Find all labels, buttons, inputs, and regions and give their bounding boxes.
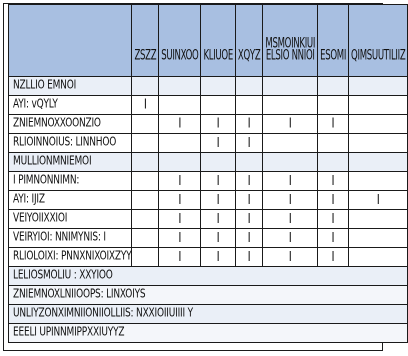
mark-value: I	[143, 96, 147, 113]
mark-cell	[235, 134, 262, 153]
mark-cell	[132, 96, 159, 115]
mark-cell	[201, 210, 235, 229]
mark-value: I	[216, 229, 220, 246]
mark-value: I	[216, 191, 220, 208]
section-title-text: MULLIONMNIEMOI	[13, 155, 92, 169]
column-header: XQYZ	[235, 5, 262, 77]
section-blank-cell	[159, 153, 201, 172]
mark-cell	[201, 229, 235, 248]
mark-cell	[132, 191, 159, 210]
section-title-text: NZLLIO EMNOI	[13, 79, 77, 93]
mark-value: I	[376, 191, 380, 208]
footer-row	[9, 286, 408, 305]
column-header: KLIUOE	[201, 5, 235, 77]
section-blank-cell	[263, 77, 318, 96]
mark-cell	[132, 134, 159, 153]
mark-value: I	[331, 172, 335, 189]
row-label	[9, 191, 132, 210]
mark-value: I	[331, 248, 335, 265]
mark-cell	[132, 248, 159, 267]
mark-cell	[318, 115, 349, 134]
mark-cell	[318, 134, 349, 153]
mark-cell	[263, 229, 318, 248]
mark-cell	[235, 115, 262, 134]
mark-cell	[132, 115, 159, 134]
section-header-row	[9, 77, 408, 96]
mark-value: I	[288, 210, 292, 227]
mark-cell	[132, 210, 159, 229]
mark-value: I	[178, 210, 182, 227]
table-row	[9, 115, 408, 134]
table-row	[9, 134, 408, 153]
mark-value: I	[216, 172, 220, 189]
mark-cell	[201, 134, 235, 153]
column-header: ZSZZ	[132, 5, 159, 77]
mark-value: I	[216, 210, 220, 227]
mark-value: I	[178, 172, 182, 189]
mark-value: I	[178, 115, 182, 132]
row-label	[9, 210, 132, 229]
mark-cell	[318, 172, 349, 191]
mark-cell	[159, 210, 201, 229]
mark-value: I	[288, 229, 292, 246]
mark-cell	[235, 248, 262, 267]
mark-cell	[349, 96, 408, 115]
mark-cell	[159, 96, 201, 115]
mark-cell	[318, 248, 349, 267]
mark-value: I	[331, 191, 335, 208]
mark-cell	[349, 115, 408, 134]
footer-text-text: EEELI UPINNMIPPXXIUYYZ	[13, 326, 125, 340]
mark-value: I	[216, 134, 220, 151]
table-row	[9, 229, 408, 248]
column-header: QIMSUUTILIIZ	[349, 5, 408, 77]
mark-value: I	[178, 191, 182, 208]
mark-value: I	[288, 115, 292, 132]
mark-cell	[201, 191, 235, 210]
mark-value: I	[247, 115, 251, 132]
mark-cell	[159, 191, 201, 210]
section-title	[9, 153, 132, 172]
mark-cell	[132, 229, 159, 248]
mark-cell	[235, 210, 262, 229]
mark-cell	[318, 191, 349, 210]
mark-cell	[263, 96, 318, 115]
row-label	[9, 248, 132, 267]
mark-value: I	[288, 191, 292, 208]
mark-cell	[263, 248, 318, 267]
mark-cell	[201, 172, 235, 191]
mark-cell	[201, 115, 235, 134]
section-blank-cell	[132, 153, 159, 172]
mark-value: I	[288, 248, 292, 265]
mark-cell	[159, 115, 201, 134]
mark-cell	[235, 172, 262, 191]
footer-text-text: ZNIEMNOXLNIIOOPS: LINXOIYS	[13, 288, 146, 302]
mark-value: I	[331, 115, 335, 132]
footer-text	[9, 305, 408, 324]
mark-value: I	[216, 115, 220, 132]
footer-row	[9, 267, 408, 286]
mark-cell	[263, 115, 318, 134]
table-row	[9, 210, 408, 229]
footer-row	[9, 324, 408, 343]
mark-value: I	[288, 172, 292, 189]
row-label-text: I PIMNONNIMN:	[13, 174, 80, 188]
mark-value: I	[331, 229, 335, 246]
section-blank-cell	[201, 153, 235, 172]
section-blank-cell	[349, 153, 408, 172]
row-label-text: AYI: vQYLY	[13, 98, 58, 112]
mark-value: I	[178, 248, 182, 265]
column-header: ESOMI	[318, 5, 349, 77]
mark-cell	[349, 229, 408, 248]
mark-cell	[349, 248, 408, 267]
section-blank-cell	[318, 77, 349, 96]
mark-cell	[159, 229, 201, 248]
row-label-text: RLIOLOIXI: PNNXNIXOIXZYY	[13, 250, 132, 264]
column-header: SUINXOO	[159, 5, 201, 77]
row-label-text: ZNIEMNOXXOONZIO	[13, 117, 101, 131]
table-row	[9, 248, 408, 267]
section-blank-cell	[318, 153, 349, 172]
mark-value: I	[178, 229, 182, 246]
footer-row	[9, 305, 408, 324]
section-title	[9, 77, 132, 96]
mark-cell	[349, 172, 408, 191]
column-header-row	[9, 5, 408, 77]
row-label-text: RLIOINNOIUS: LINNHOO	[13, 136, 117, 150]
mark-cell	[349, 134, 408, 153]
mark-cell	[201, 248, 235, 267]
section-blank-cell	[349, 77, 408, 96]
row-label-text: AYI: IJIZ	[13, 193, 45, 207]
mark-value: I	[247, 229, 251, 246]
row-label-text: VEIYOIIXXIOI	[13, 212, 68, 226]
mark-cell	[235, 229, 262, 248]
footer-text	[9, 324, 408, 343]
row-label-text: VEIRYIOI: NNIMYNIS: I	[13, 231, 106, 245]
footer-text-text: LELIOSMOLIU : XXYIOO	[13, 269, 113, 283]
table-row	[9, 191, 408, 210]
row-label	[9, 134, 132, 153]
mark-cell	[349, 210, 408, 229]
row-label	[9, 172, 132, 191]
mark-cell	[159, 172, 201, 191]
table-row	[9, 172, 408, 191]
mark-cell	[318, 210, 349, 229]
column-header: MSMOINKIUI ELSIO NNIOI	[263, 5, 318, 77]
table-row	[9, 96, 408, 115]
section-header-row	[9, 153, 408, 172]
mark-cell	[318, 96, 349, 115]
mark-value: I	[247, 191, 251, 208]
section-blank-cell	[201, 77, 235, 96]
mark-cell	[263, 191, 318, 210]
mark-value: I	[216, 248, 220, 265]
row-label	[9, 96, 132, 115]
section-blank-cell	[235, 153, 262, 172]
mark-cell	[159, 248, 201, 267]
mark-value: I	[331, 210, 335, 227]
mark-value: I	[247, 172, 251, 189]
mark-value: I	[247, 210, 251, 227]
row-label	[9, 115, 132, 134]
section-blank-cell	[159, 77, 201, 96]
mark-value: I	[247, 248, 251, 265]
footer-text-text: UNLIYZONXIMNIIONIIOLLIIS: NXXIOIIUIIII Y	[13, 307, 193, 321]
section-blank-cell	[132, 77, 159, 96]
mark-cell	[159, 134, 201, 153]
mark-value: I	[247, 134, 251, 151]
row-label	[9, 229, 132, 248]
mark-cell	[263, 172, 318, 191]
footer-text	[9, 267, 408, 286]
mark-cell	[235, 96, 262, 115]
section-blank-cell	[263, 153, 318, 172]
mark-cell	[201, 96, 235, 115]
mark-cell	[235, 191, 262, 210]
feature-matrix-table	[8, 4, 408, 343]
mark-cell	[263, 210, 318, 229]
mark-cell	[132, 172, 159, 191]
mark-cell	[263, 134, 318, 153]
footer-text	[9, 286, 408, 305]
section-blank-cell	[235, 77, 262, 96]
mark-cell	[318, 229, 349, 248]
header-corner	[9, 5, 132, 77]
mark-cell	[349, 191, 408, 210]
